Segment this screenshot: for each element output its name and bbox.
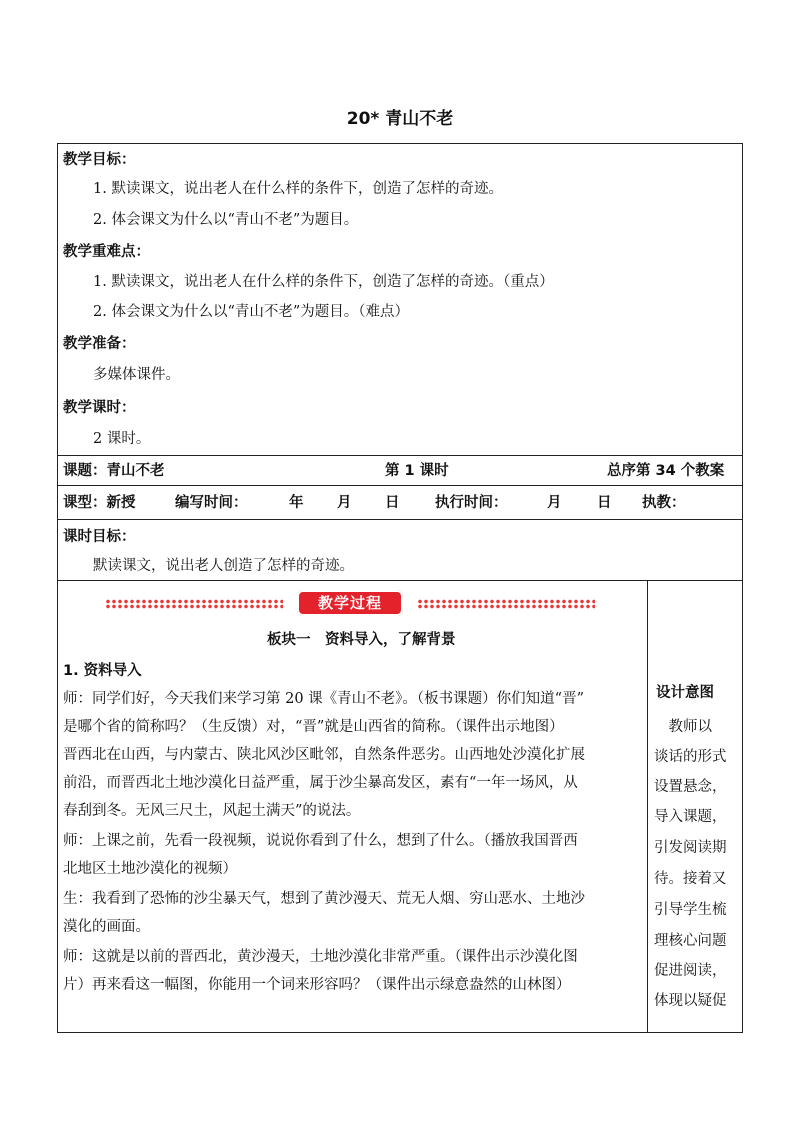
process-line: 春刮到冬。无风三尺土，风起土满天”的说法。 <box>63 803 361 819</box>
lesson-goal-text: 默读课文，说出老人创造了怎样的奇迹。 <box>93 558 354 574</box>
preparation-heading: 教学准备： <box>63 336 136 352</box>
written-month: 月 <box>337 495 352 511</box>
process-line: 生：我看到了恐怖的沙尘暴天气，想到了黄沙漫天、荒无人烟、穷山恶水、土地沙 <box>63 891 585 907</box>
lesson-goal-heading: 课时目标： <box>63 529 136 545</box>
process-banner <box>105 590 595 618</box>
banner-ribbon: 教学过程 <box>297 590 403 616</box>
design-intent-line: 引发阅读期 <box>654 840 727 856</box>
process-line: 北地区土地沙漠化的视频） <box>63 861 237 877</box>
lesson-topic: 课题：青山不老 <box>63 463 165 479</box>
section-title: 板块一 资料导入，了解背景 <box>267 632 456 648</box>
executed-month: 月 <box>547 495 562 511</box>
process-line: 是哪个省的简称吗？（生反馈）对，“晋”就是山西省的简称。（课件出示地图） <box>63 719 564 735</box>
goal-item: 2. 体会课文为什么以“青山不老”为题目。 <box>93 212 359 228</box>
design-intent-heading: 设计意图 <box>656 685 714 701</box>
key-point-item: 2. 体会课文为什么以“青山不老”为题目。（难点） <box>93 304 410 320</box>
rule-bottom <box>57 1032 743 1033</box>
process-line: 师：同学们好，今天我们来学习第 20 课《青山不老》。（板书课题）你们知道“晋” <box>63 691 584 707</box>
key-point-item: 1. 默读课文，说出老人在什么样的条件下，创造了怎样的奇迹。（重点） <box>93 274 554 290</box>
teacher-label: 执教： <box>642 495 686 511</box>
goals-heading: 教学目标： <box>63 152 136 168</box>
key-points-heading: 教学重难点： <box>63 244 150 260</box>
written-time-label: 编写时间： <box>175 495 248 511</box>
preparation-text: 多媒体课件。 <box>93 367 180 383</box>
sub-heading: 1. 资料导入 <box>63 663 142 679</box>
written-year: 年 <box>289 495 304 511</box>
design-intent-line: 导入课题， <box>654 809 727 825</box>
banner-dots-left <box>105 599 283 609</box>
design-intent-line: 待。接着又 <box>654 871 727 887</box>
process-line: 片）再来看这一幅图，你能用一个词来形容吗？（课件出示绿意盎然的山林图） <box>63 977 571 993</box>
design-intent-line: 谈话的形式 <box>654 749 727 765</box>
process-line: 师：上课之前，先看一段视频，说说你看到了什么，想到了什么。（播放我国晋西 <box>63 833 578 849</box>
periods-heading: 教学课时： <box>63 400 136 416</box>
design-intent-line: 促进阅读， <box>654 963 727 979</box>
design-intent-line: 理核心问题 <box>654 933 727 949</box>
lesson-sequence: 总序第 34 个教案 <box>607 463 725 479</box>
process-line: 漠化的画面。 <box>63 919 150 935</box>
written-day: 日 <box>385 495 400 511</box>
lesson-period: 第 1 课时 <box>385 463 449 479</box>
rule-design-column <box>647 580 648 1032</box>
design-intent-line: 引导学生梳 <box>654 902 727 918</box>
design-intent-line: 教师以 <box>654 719 712 735</box>
banner-dots-right <box>417 599 595 609</box>
rule-meta-row <box>57 485 743 486</box>
lesson-type: 课型：新授 <box>63 495 136 511</box>
rule-right <box>742 143 743 1033</box>
page-title: 20* 青山不老 <box>346 109 454 129</box>
executed-time-label: 执行时间： <box>435 495 508 511</box>
lesson-plan-table <box>57 143 743 1033</box>
rule-top <box>57 143 743 144</box>
design-intent-line: 设置悬念， <box>654 779 727 795</box>
periods-text: 2 课时。 <box>93 431 151 447</box>
rule-lesson-row <box>57 455 743 456</box>
rule-lesson-goal <box>57 519 743 520</box>
rule-process <box>57 580 743 581</box>
goal-item: 1. 默读课文，说出老人在什么样的条件下，创造了怎样的奇迹。 <box>93 181 503 197</box>
design-intent-line: 体现以疑促 <box>654 993 727 1009</box>
process-line: 晋西北在山西，与内蒙古、陕北风沙区毗邻，自然条件恶劣。山西地处沙漠化扩展 <box>63 747 585 763</box>
process-line: 前沿，而晋西北土地沙漠化日益严重，属于沙尘暴高发区，素有“一年一场风，从 <box>63 775 578 791</box>
rule-left <box>57 143 58 1033</box>
executed-day: 日 <box>597 495 612 511</box>
process-line: 师：这就是以前的晋西北，黄沙漫天，土地沙漠化非常严重。（课件出示沙漠化图 <box>63 949 578 965</box>
